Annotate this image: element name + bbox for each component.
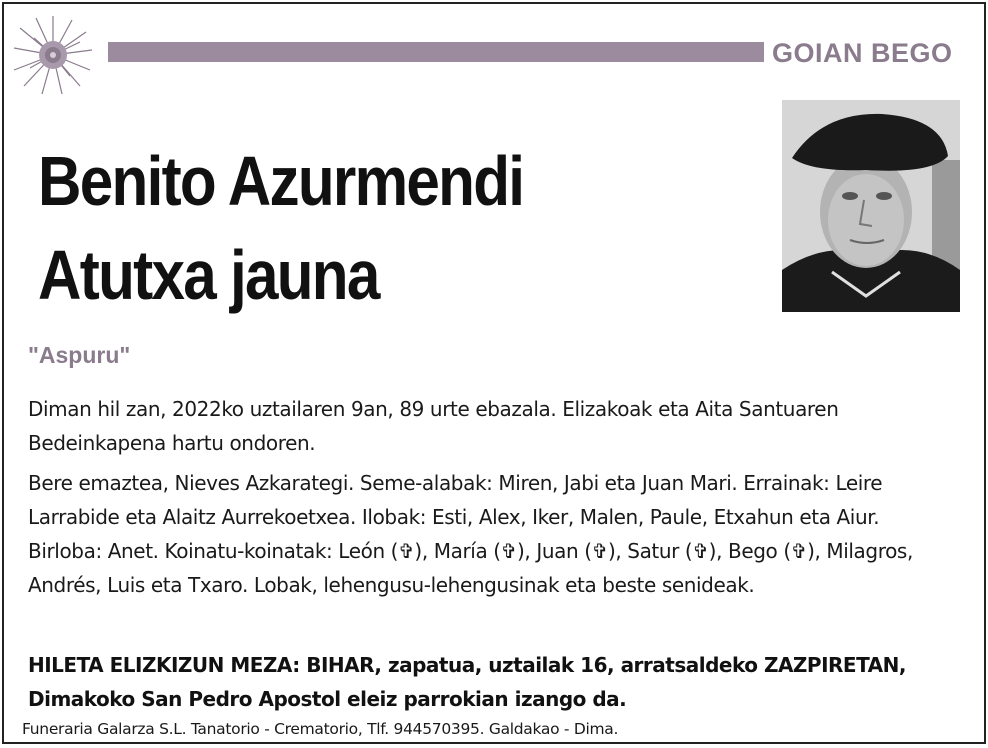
thistle-flower-icon	[10, 12, 96, 98]
portrait-photo	[782, 100, 960, 312]
obituary-notice	[2, 2, 986, 744]
name-line-1: Benito Azurmendi	[38, 142, 524, 220]
deceased-name	[38, 134, 523, 322]
family-list: Bere emaztea, Nieves Azkarategi. Seme-alabak: Miren, Jabi eta Juan Mari. Errainak: Leire Larrabide eta Alaitz Aurrekoetxea. Ilobak: Esti, Alex, Iker, Malen, Paule, Etxahun eta Aiur. Birloba: Anet. Koinatu-koinatak: León (✞), María (✞), Juan (✞), Satur (✞), Bego (✞), Milagros, Andrés, Luis eta Txaro. Lobak, lehengusu-lehengusinak eta beste senideak.	[28, 471, 913, 597]
header-title: GOIAN BEGO	[772, 38, 953, 68]
name-line-2: Atutxa jauna	[38, 236, 379, 314]
header-bar	[108, 42, 764, 62]
death-announcement: Diman hil zan, 2022ko uztailaren 9an, 89 urte ebazala. Elizakoak eta Aita Santuaren Bedeinkapena hartu ondoren.	[28, 397, 839, 455]
funeral-details: HILETA ELIZKIZUN MEZA: BIHAR, zapatua, uztailak 16, arratsaldeko ZAZPIRETAN, Dimakoko San Pedro Apostol eleiz parrokian izango da.	[28, 653, 906, 711]
funeral-home-footer: Funeraria Galarza S.L. Tanatorio - Crematorio, Tlf. 944570395. Galdakao - Dima.	[22, 720, 619, 738]
nickname: "Aspuru"	[28, 342, 131, 368]
